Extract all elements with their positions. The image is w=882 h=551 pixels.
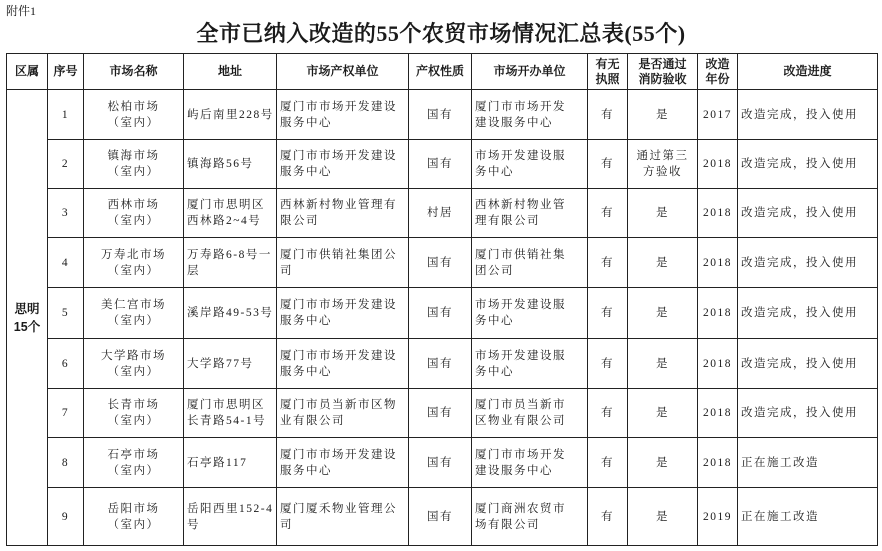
text-line: 是 [656, 307, 669, 319]
text-value: 改造完成，投入使用 [741, 407, 858, 419]
text-value: 改造完成，投入使用 [741, 357, 858, 370]
text-line: 服务中心 [280, 464, 332, 477]
text-line: 岳阳西里152-4 [187, 502, 274, 515]
text-value: 国有 [427, 456, 453, 469]
cell-license [588, 90, 628, 140]
cell-progress [738, 488, 878, 546]
text-value: 正在施工改造 [741, 510, 819, 523]
cell-owner [277, 488, 409, 546]
cell-no [48, 238, 84, 288]
text-line: 厦门厦禾物业管理公 [280, 502, 397, 515]
text-line: 厦门市员当新市 [475, 399, 566, 411]
text-line: 务中心 [475, 365, 514, 378]
text-line: 厦门市市场开发 [475, 448, 566, 461]
text-value: 9 [61, 510, 70, 523]
text-line: 石亭市场 [107, 448, 160, 461]
cell-license [588, 140, 628, 189]
cell-address [184, 90, 277, 140]
header-district [7, 54, 48, 90]
text-value: 改造完成，投入使用 [741, 108, 858, 121]
cell-operator [472, 339, 588, 389]
cell-owner [277, 140, 409, 189]
text-line: 厦门市市场开发建设 [280, 299, 397, 311]
header-year [698, 54, 738, 90]
cell-year [698, 140, 738, 189]
cell-district [7, 90, 48, 546]
cell-year [698, 189, 738, 238]
cell-owner [277, 238, 409, 288]
cell-owner [277, 288, 409, 339]
cell-ownership [409, 238, 472, 288]
text-line: 厦门市思明区 [187, 399, 265, 411]
text-value: 改造完成，投入使用 [741, 256, 858, 269]
text-line: 号 [187, 518, 200, 531]
text-line: 松柏市场 [107, 100, 160, 113]
cell-fire-acceptance [628, 339, 698, 389]
text-line: 通过第三 [636, 150, 689, 162]
text-value: 4 [61, 256, 70, 269]
cell-fire-acceptance [628, 238, 698, 288]
cell-address [184, 288, 277, 339]
cell-no [48, 189, 84, 238]
cell-year [698, 90, 738, 140]
text-value: 2018 [703, 456, 732, 469]
cell-no [48, 140, 84, 189]
text-line: 是 [656, 108, 669, 121]
cell-year [698, 288, 738, 339]
cell-progress [738, 438, 878, 488]
header-market-name [84, 54, 184, 90]
text-value: 有 [601, 307, 614, 319]
text-line: 镇海市场 [107, 150, 160, 162]
cell-license [588, 488, 628, 546]
text-value: 有 [601, 357, 614, 370]
text-line: 厦门市员当新市区物 [280, 399, 397, 411]
cell-address [184, 438, 277, 488]
text-value: 正在施工改造 [741, 456, 819, 469]
text-line: 石亭路117 [187, 456, 248, 469]
text-line: 厦门商洲农贸市 [475, 502, 566, 515]
header-ownership [409, 54, 472, 90]
cell-progress [738, 339, 878, 389]
text-value: 2 [61, 158, 70, 170]
table-row [7, 189, 878, 238]
text-line: 市场产权单位 [306, 64, 379, 78]
cell-address [184, 339, 277, 389]
table-row [7, 389, 878, 438]
cell-market-name [84, 140, 184, 189]
text-value: 改造完成，投入使用 [741, 307, 858, 319]
attachment-label: 附件1 [6, 4, 37, 18]
text-line: 服务中心 [280, 315, 332, 327]
cell-no [48, 339, 84, 389]
header-license [588, 54, 628, 90]
text-line: 万寿路6-8号一 [187, 248, 272, 261]
text-line: 西林市场 [107, 199, 160, 211]
cell-operator [472, 140, 588, 189]
cell-progress [738, 238, 878, 288]
text-line: 溪岸路49-53号 [187, 307, 274, 319]
text-value: 国有 [427, 510, 453, 523]
text-line: 改造 [705, 56, 730, 71]
text-line: 厦门市思明区 [187, 199, 265, 211]
text-value: 国有 [427, 357, 453, 370]
text-value: 改造完成，投入使用 [741, 207, 858, 219]
text-line: 镇海路56号 [187, 158, 254, 170]
text-line: 西林路2~4号 [187, 215, 262, 227]
text-line: 建设服务中心 [475, 464, 553, 477]
cell-year [698, 438, 738, 488]
text-line: 是 [656, 407, 669, 419]
text-line: 服务中心 [280, 116, 332, 129]
text-line: 市场开发建设服 [475, 349, 566, 362]
cell-market-name [84, 438, 184, 488]
header-address [184, 54, 277, 90]
cell-market-name [84, 339, 184, 389]
cell-fire-acceptance [628, 389, 698, 438]
cell-fire-acceptance [628, 189, 698, 238]
text-line: （室内） [107, 365, 160, 378]
text-line: 西林新村物业管理有 [280, 199, 397, 211]
text-line: 美仁宫市场 [101, 299, 166, 311]
text-line: 层 [187, 264, 200, 277]
cell-year [698, 339, 738, 389]
text-line: 团公司 [475, 264, 514, 277]
cell-progress [738, 389, 878, 438]
table-row [7, 488, 878, 546]
cell-progress [738, 189, 878, 238]
cell-license [588, 288, 628, 339]
text-value: 有 [601, 158, 614, 170]
text-line: 是 [656, 456, 669, 469]
text-line: 厦门市市场开发建设 [280, 349, 397, 362]
cell-market-name [84, 90, 184, 140]
cell-operator [472, 389, 588, 438]
text-line: （室内） [107, 264, 160, 277]
text-line: 厦门市供销社集团公 [280, 248, 397, 261]
text-line: 服务中心 [280, 365, 332, 378]
cell-fire-acceptance [628, 438, 698, 488]
text-value: 7 [61, 407, 70, 419]
cell-fire-acceptance [628, 140, 698, 189]
cell-license [588, 238, 628, 288]
cell-no [48, 488, 84, 546]
cell-year [698, 389, 738, 438]
cell-market-name [84, 189, 184, 238]
cell-owner [277, 90, 409, 140]
text-line: 地址 [217, 64, 242, 78]
cell-owner [277, 438, 409, 488]
text-line: 产权性质 [415, 64, 464, 78]
text-value: 有 [601, 407, 614, 419]
cell-no [48, 90, 84, 140]
cell-ownership [409, 288, 472, 339]
text-line: 区属 [14, 64, 39, 78]
table-row [7, 140, 878, 189]
text-value: 国有 [427, 256, 453, 269]
header-owner [277, 54, 409, 90]
text-value: 有 [601, 510, 614, 523]
text-line: （室内） [107, 315, 160, 327]
text-line: 厦门市市场开发建设 [280, 100, 397, 113]
text-line: 改造进度 [783, 64, 832, 78]
text-line: 是否通过 [638, 56, 687, 71]
table-row [7, 90, 878, 140]
cell-operator [472, 189, 588, 238]
text-line: 大学路市场 [101, 349, 166, 362]
text-line: 方验收 [643, 166, 682, 178]
cell-owner [277, 339, 409, 389]
text-line: （室内） [107, 518, 160, 531]
cell-ownership [409, 140, 472, 189]
header-fire-acceptance [628, 54, 698, 90]
text-line: 序号 [53, 64, 78, 78]
text-value: 国有 [427, 407, 453, 419]
text-line: 是 [656, 207, 669, 219]
text-value: 改造完成，投入使用 [741, 158, 858, 170]
cell-address [184, 389, 277, 438]
text-value: 2018 [703, 256, 732, 269]
text-value: 村居 [427, 207, 453, 219]
text-line: 厦门市市场开发建设 [280, 448, 397, 461]
text-line: 限公司 [280, 215, 319, 227]
cell-ownership [409, 90, 472, 140]
text-line: （室内） [107, 415, 160, 427]
text-line: 建设服务中心 [475, 116, 553, 129]
cell-operator [472, 238, 588, 288]
text-value: 6 [61, 357, 70, 370]
text-line: 长青路54-1号 [187, 415, 267, 427]
table-row [7, 238, 878, 288]
text-line: 市场开发建设服 [475, 150, 566, 162]
header-progress [738, 54, 878, 90]
text-line: 万寿北市场 [101, 248, 166, 261]
text-value: 2018 [703, 207, 732, 219]
cell-address [184, 488, 277, 546]
text-line: 西林新村物业管 [475, 199, 566, 211]
cell-market-name [84, 288, 184, 339]
text-value: 国有 [427, 108, 453, 121]
cell-license [588, 438, 628, 488]
cell-address [184, 140, 277, 189]
text-line: 业有限公司 [280, 415, 345, 427]
header-no [48, 54, 84, 90]
text-line: （室内） [107, 166, 160, 178]
cell-no [48, 288, 84, 339]
text-line: 务中心 [475, 315, 514, 327]
table-row [7, 339, 878, 389]
cell-ownership [409, 189, 472, 238]
text-value: 有 [601, 108, 614, 121]
cell-operator [472, 438, 588, 488]
cell-year [698, 488, 738, 546]
cell-progress [738, 90, 878, 140]
cell-ownership [409, 339, 472, 389]
text-line: 市场开办单位 [493, 64, 566, 78]
cell-owner [277, 389, 409, 438]
header-operator [472, 54, 588, 90]
text-line: 是 [656, 357, 669, 370]
text-line: 是 [656, 256, 669, 269]
table-row [7, 288, 878, 339]
text-line: 场有限公司 [475, 518, 540, 531]
cell-fire-acceptance [628, 288, 698, 339]
cell-ownership [409, 389, 472, 438]
text-value: 国有 [427, 307, 453, 319]
cell-license [588, 389, 628, 438]
cell-fire-acceptance [628, 488, 698, 546]
cell-year [698, 238, 738, 288]
cell-license [588, 339, 628, 389]
text-line: 思明 [14, 301, 40, 316]
cell-owner [277, 189, 409, 238]
text-value: 1 [61, 108, 70, 121]
text-line: 务中心 [475, 166, 514, 178]
cell-operator [472, 288, 588, 339]
text-value: 3 [61, 207, 70, 219]
text-value: 有 [601, 207, 614, 219]
text-value: 2019 [703, 510, 732, 523]
text-line: 岳阳市场 [107, 502, 160, 515]
document-title: 全市已纳入改造的55个农贸市场情况汇总表(55个) [196, 21, 686, 46]
text-line: 有无 [595, 56, 620, 71]
text-value: 2018 [703, 357, 732, 370]
header-row [7, 54, 878, 90]
text-line: 服务中心 [280, 166, 332, 178]
cell-progress [738, 288, 878, 339]
text-line: （室内） [107, 215, 160, 227]
cell-no [48, 438, 84, 488]
text-line: 15个 [13, 319, 41, 334]
text-value: 2017 [703, 108, 732, 121]
text-line: 年份 [705, 71, 730, 86]
cell-market-name [84, 389, 184, 438]
cell-license [588, 189, 628, 238]
text-value: 2018 [703, 307, 732, 319]
text-line: 司 [280, 518, 293, 531]
text-line: 厦门市供销社集 [475, 248, 566, 261]
text-line: （室内） [107, 464, 160, 477]
text-value: 5 [61, 307, 70, 319]
cell-fire-acceptance [628, 90, 698, 140]
text-line: 执照 [595, 71, 620, 86]
cell-market-name [84, 488, 184, 546]
text-line: 屿后南里228号 [187, 108, 274, 121]
text-value: 有 [601, 256, 614, 269]
cell-address [184, 238, 277, 288]
cell-operator [472, 488, 588, 546]
market-summary-table [6, 53, 878, 546]
text-value: 国有 [427, 158, 453, 170]
text-line: 理有限公司 [475, 215, 540, 227]
text-value: 2018 [703, 158, 732, 170]
cell-market-name [84, 238, 184, 288]
text-line: 区物业有限公司 [475, 415, 566, 427]
text-line: 消防验收 [638, 71, 687, 86]
cell-progress [738, 140, 878, 189]
cell-no [48, 389, 84, 438]
text-line: （室内） [107, 116, 160, 129]
cell-address [184, 189, 277, 238]
table-row [7, 438, 878, 488]
cell-ownership [409, 438, 472, 488]
cell-operator [472, 90, 588, 140]
text-line: 市场名称 [109, 64, 158, 78]
text-line: 长青市场 [107, 399, 160, 411]
text-value: 2018 [703, 407, 732, 419]
text-value: 8 [61, 456, 70, 469]
text-line: 厦门市市场开发 [475, 100, 566, 113]
text-line: 是 [656, 510, 669, 523]
text-line: 大学路77号 [187, 357, 254, 370]
text-line: 市场开发建设服 [475, 299, 566, 311]
text-value: 有 [601, 456, 614, 469]
text-line: 司 [280, 264, 293, 277]
cell-ownership [409, 488, 472, 546]
text-line: 厦门市市场开发建设 [280, 150, 397, 162]
